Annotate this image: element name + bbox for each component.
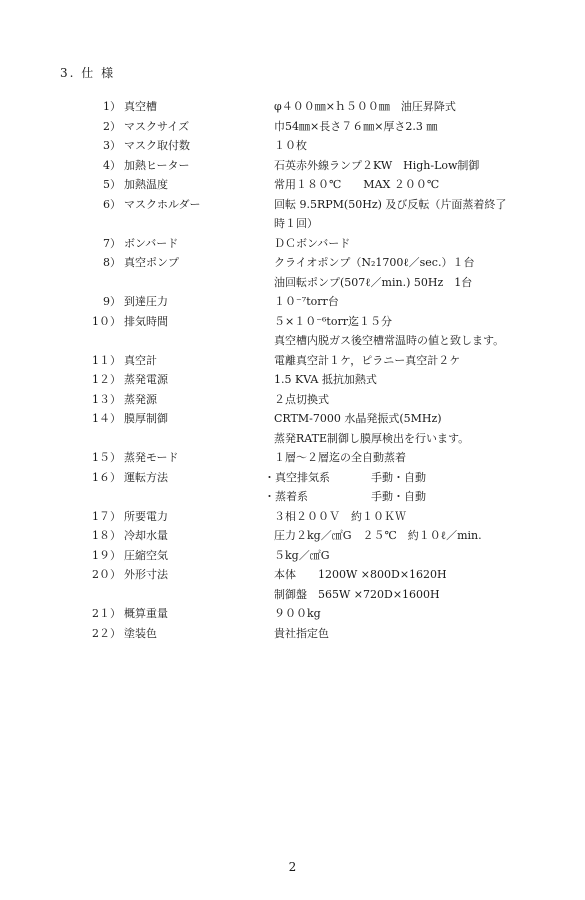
spec-row-8 <box>0 253 585 292</box>
spec-number: 2） <box>103 119 121 133</box>
spec-label: 到達圧力 <box>124 295 168 308</box>
spec-label: マスク取付数 <box>124 139 190 152</box>
spec-value-continued <box>264 487 426 507</box>
spec-value: ２点切換式 <box>274 392 329 406</box>
spec-row-17 <box>0 507 585 527</box>
spec-row-18 <box>0 526 585 546</box>
spec-value: CRTM-7000 水晶発振式(5MHz) <box>274 412 442 425</box>
spec-row-5 <box>0 175 585 195</box>
spec-number: 9） <box>103 295 121 308</box>
spec-label: 蒸発電源 <box>124 373 168 386</box>
spec-row-9 <box>0 292 585 312</box>
spec-value: １０⁻⁷torr台 <box>274 295 339 308</box>
spec-value: 圧力２kg／㎠G ２５℃ 約１０ℓ／min. <box>274 529 482 542</box>
spec-number: 1） <box>103 100 121 113</box>
spec-value: ５kg／㎠G <box>274 548 330 562</box>
operation-system-name: ・真空排気系 <box>264 470 330 484</box>
spec-value: 回転 9.5RPM(50Hz) 及び反転（片面蒸着終了 <box>274 197 507 211</box>
section-title: 3. 仕 様 <box>60 66 116 80</box>
operation-mode: 手動・自動 <box>371 470 426 484</box>
operation-mode: 手動・自動 <box>371 490 426 503</box>
operation-system-name: ・蒸着系 <box>264 490 308 503</box>
spec-value: 石英赤外線ランプ２KW High-Low制御 <box>274 158 480 172</box>
spec-number: 1６） <box>92 470 121 484</box>
spec-number: 2０） <box>92 568 121 581</box>
spec-row-13 <box>0 390 585 410</box>
spec-value: 1.5 KVA 抵抗加熱式 <box>274 373 377 386</box>
spec-value: 巾54㎜×長さ７６㎜×厚さ2.3 ㎜ <box>274 119 438 133</box>
spec-number: 2２） <box>92 626 121 640</box>
spec-number: 1９） <box>92 548 121 562</box>
spec-value: φ４００㎜×ｈ５００㎜ 油圧昇降式 <box>274 100 456 113</box>
spec-number: 4） <box>103 158 121 172</box>
spec-row-22 <box>0 624 585 644</box>
spec-row-4 <box>0 156 585 176</box>
spec-value: ３相２００Ｖ 約１０ＫＷ <box>274 509 406 523</box>
spec-label: 真空計 <box>124 353 157 367</box>
spec-row-19 <box>0 546 585 566</box>
spec-value-continued: 時１回） <box>274 217 318 230</box>
spec-row-11 <box>0 351 585 371</box>
spec-label: 真空ポンプ <box>124 256 179 269</box>
spec-row-12 <box>0 370 585 390</box>
spec-row-2 <box>0 117 585 137</box>
spec-label: ボンバード <box>124 236 179 250</box>
spec-value-continued: 油回転ポンプ(507ℓ／min.) 50Hz 1台 <box>274 275 473 289</box>
spec-label: 冷却水量 <box>124 529 168 542</box>
spec-number: 1１） <box>92 353 121 367</box>
spec-list <box>0 97 585 643</box>
spec-value <box>264 468 426 488</box>
spec-number: 6） <box>103 197 121 211</box>
spec-number: 1４） <box>92 412 121 425</box>
spec-row-1 <box>0 97 585 117</box>
spec-number: 2１） <box>92 607 121 620</box>
spec-value: ＤＣボンバード <box>274 236 351 250</box>
spec-value: １０枚 <box>274 139 307 152</box>
spec-value: クライオポンプ（N₂1700ℓ／sec.）１台 <box>274 256 475 269</box>
spec-number: 1０） <box>92 314 121 328</box>
spec-number: 1２） <box>92 373 121 386</box>
spec-label: 運転方法 <box>124 470 168 484</box>
spec-label: 真空槽 <box>124 100 157 113</box>
spec-row-20 <box>0 565 585 604</box>
spec-row-14 <box>0 409 585 448</box>
spec-value: 常用１８０℃ MAX ２００℃ <box>274 178 440 191</box>
spec-number: 5） <box>103 178 121 191</box>
spec-number: 1３） <box>92 392 121 406</box>
spec-row-3 <box>0 136 585 156</box>
spec-label: 塗装色 <box>124 626 157 640</box>
spec-label: 圧縮空気 <box>124 548 168 562</box>
spec-number: 1５） <box>92 451 121 464</box>
spec-value: 貴社指定色 <box>274 626 329 640</box>
spec-label: 加熱温度 <box>124 178 168 191</box>
spec-value: １層～２層迄の全自動蒸着 <box>274 451 406 464</box>
spec-row-16 <box>0 468 585 507</box>
spec-value-continued: 真空槽内脱ガス後空槽常温時の値と致します。 <box>274 334 505 347</box>
spec-number: 1７） <box>92 509 121 523</box>
spec-number: 8） <box>103 256 121 269</box>
spec-number: 7） <box>103 236 121 250</box>
spec-value-continued: 制御盤 565W ×720D×1600H <box>274 587 440 601</box>
spec-value: 本体 1200W ×800D×1620H <box>274 568 447 581</box>
spec-row-10 <box>0 312 585 351</box>
spec-label: 概算重量 <box>124 607 168 620</box>
spec-label: 排気時間 <box>124 314 168 328</box>
spec-label: 所要電力 <box>124 509 168 523</box>
spec-label: マスクサイズ <box>124 119 190 133</box>
spec-label: マスクホルダー <box>124 197 201 211</box>
spec-number: 3） <box>103 139 121 152</box>
page-number: 2 <box>288 860 297 874</box>
spec-row-15 <box>0 448 585 468</box>
spec-value: 電離真空計１ケ，ピラニー真空計２ケ <box>274 353 461 367</box>
spec-label: 蒸発源 <box>124 392 157 406</box>
spec-value: ５×１０⁻⁶torr迄１５分 <box>274 314 392 328</box>
spec-label: 膜厚制御 <box>124 412 168 425</box>
spec-label: 外形寸法 <box>124 568 168 581</box>
spec-value: ９００kg <box>274 607 321 620</box>
spec-label: 加熱ヒーター <box>124 158 190 172</box>
spec-row-6 <box>0 195 585 234</box>
spec-number: 1８） <box>92 529 121 542</box>
spec-value-continued: 蒸発RATE制御し膜厚検出を行います。 <box>274 431 470 445</box>
spec-row-21 <box>0 604 585 624</box>
spec-label: 蒸発モード <box>124 451 179 464</box>
spec-row-7 <box>0 234 585 254</box>
